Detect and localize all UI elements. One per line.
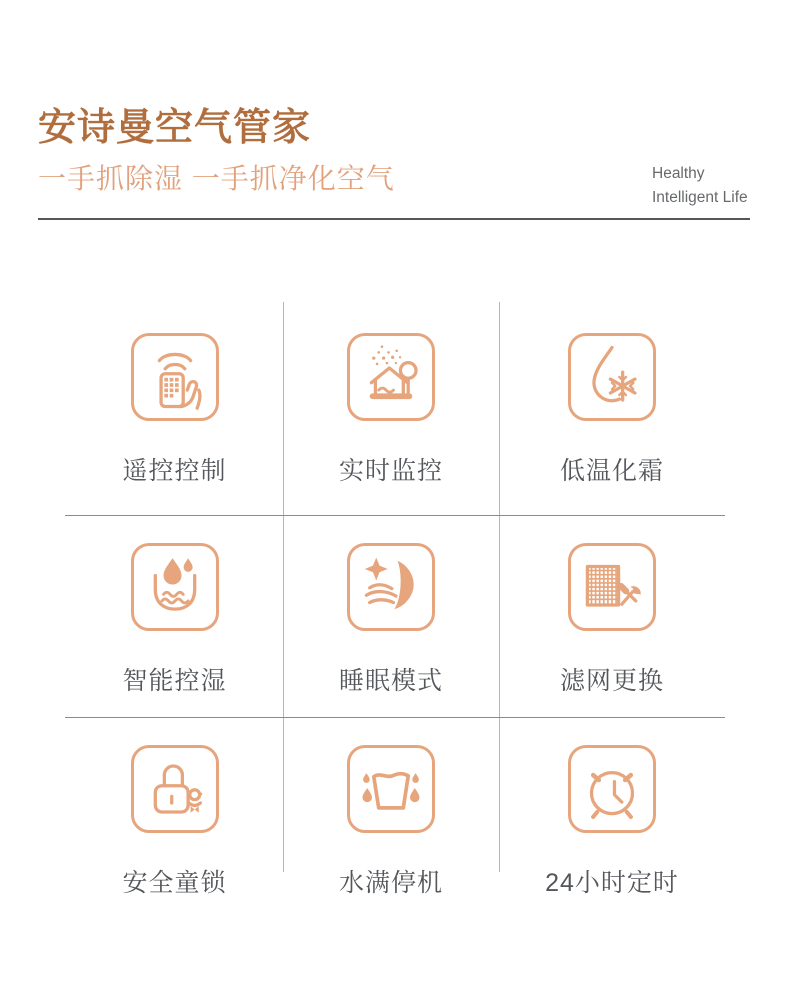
feature-cell-realtime-monitor — [283, 333, 499, 487]
feature-cell-water-full-stop — [283, 745, 499, 899]
feature-label: 遥控控制 — [122, 457, 227, 485]
grid-divider-horizontal-2 — [65, 717, 725, 718]
filter-replace-icon — [568, 543, 656, 631]
feature-cell-child-lock — [66, 745, 283, 899]
feature-cell-timer — [499, 745, 725, 899]
feature-cell-defrost — [499, 333, 725, 487]
feature-label: 睡眠模式 — [338, 667, 443, 695]
header-divider — [38, 218, 750, 220]
feature-label: 安全童锁 — [122, 869, 227, 897]
feature-label: 水满停机 — [338, 869, 443, 897]
feature-label: 智能控湿 — [122, 667, 227, 695]
feature-cell-humidity-control — [66, 543, 283, 697]
feature-cell-remote-control — [66, 333, 283, 487]
sleep-mode-icon — [347, 543, 435, 631]
tagline-line2: Intelligent Life — [652, 189, 748, 206]
realtime-monitor-icon — [347, 333, 435, 421]
remote-control-icon — [131, 333, 219, 421]
tagline-line1: Healthy — [652, 165, 705, 182]
grid-divider-horizontal-1 — [65, 515, 725, 516]
tagline — [652, 162, 748, 210]
feature-label: 实时监控 — [338, 457, 443, 485]
feature-label: 24小时定时 — [545, 869, 679, 897]
page-subtitle: 一手抓除湿 一手抓净化空气 — [38, 163, 395, 194]
feature-cell-sleep-mode — [283, 543, 499, 697]
feature-label: 滤网更换 — [559, 667, 664, 695]
humidity-control-icon — [131, 543, 219, 631]
feature-cell-filter-replace — [499, 543, 725, 697]
defrost-icon — [568, 333, 656, 421]
water-full-stop-icon — [347, 745, 435, 833]
feature-label: 低温化霜 — [559, 457, 664, 485]
timer-icon — [568, 745, 656, 833]
page-title: 安诗曼空气管家 — [38, 107, 312, 149]
child-lock-icon — [131, 745, 219, 833]
